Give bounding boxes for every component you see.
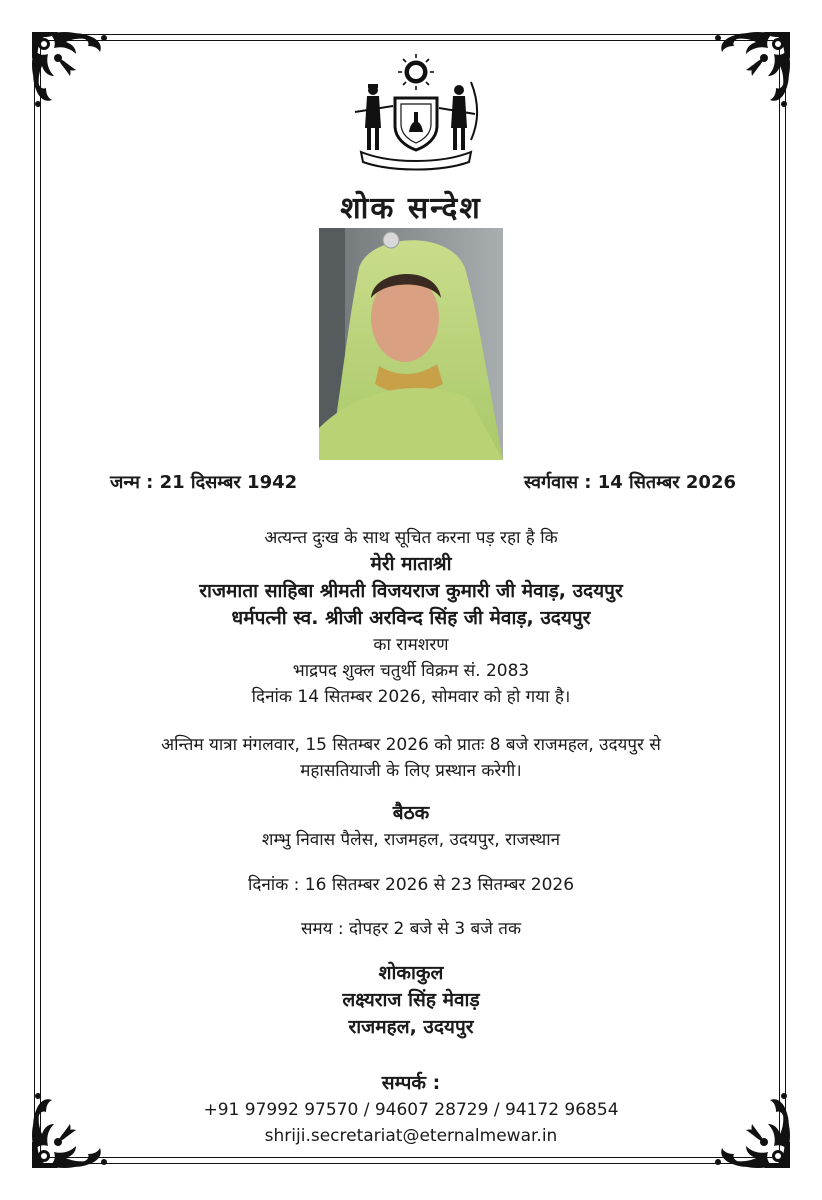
contact-phones: +91 97992 97570 / 94607 28729 / 94172 96854 xyxy=(203,1100,619,1120)
mourner-name: लक्ष्यराज सिंह मेवाड़ xyxy=(342,989,480,1011)
contact-heading: सम्पर्क : xyxy=(381,1072,441,1094)
baithak-block xyxy=(60,800,762,853)
relation-line: मेरी माताश्री xyxy=(370,553,452,575)
royal-emblem-icon xyxy=(351,52,481,174)
date-line: दिनांक 14 सितम्बर 2026, सोमवार को हो गया है। xyxy=(251,687,571,707)
announcement-block xyxy=(60,525,762,710)
corner-ornament-icon xyxy=(708,28,794,114)
funeral-block xyxy=(60,732,762,784)
deceased-name: राजमाता साहिबा श्रीमती विजयराज कुमारी जी मेवाड़, उदयपुर xyxy=(199,580,623,602)
intro-line: अत्यन्त दुःख के साथ सूचित करना पड़ रहा है कि xyxy=(264,528,558,548)
death-date: स्वर्गवास : 14 सितम्बर 2026 xyxy=(524,472,736,493)
phrase-line: का रामशरण xyxy=(373,635,449,655)
corner-ornament-icon xyxy=(28,28,114,114)
baithak-dates: दिनांक : 16 सितम्बर 2026 से 23 सितम्बर 2026 xyxy=(247,875,575,895)
baithak-time: समय : दोपहर 2 बजे से 3 बजे तक xyxy=(300,919,522,939)
spouse-line: धर्मपत्नी स्व. श्रीजी अरविन्द सिंह जी मेवाड़, उदयपुर xyxy=(231,607,591,629)
birth-date: जन्म : 21 दिसम्बर 1942 xyxy=(110,472,298,493)
contact-block xyxy=(60,1070,762,1149)
mourner-block xyxy=(60,960,762,1041)
mourner-heading: शोकाकुल xyxy=(378,962,444,984)
baithak-heading: बैठक xyxy=(392,802,430,824)
portrait-photo xyxy=(319,228,503,460)
baithak-venue: शम्भु निवास पैलेस, राजमहल, उदयपुर, राजस्थान xyxy=(261,830,561,850)
contact-email[interactable]: shriji.secretariat@eternalmewar.in xyxy=(264,1126,558,1146)
funeral-line-1: अन्तिम यात्रा मंगलवार, 15 सितम्बर 2026 को प्रातः 8 बजे राजमहल, उदयपुर से xyxy=(161,735,661,755)
sun-icon xyxy=(398,54,434,90)
hindu-date-line: भाद्रपद शुक्ल चतुर्थी विक्रम सं. 2083 xyxy=(292,661,530,681)
funeral-line-2: महासतियाजी के लिए प्रस्थान करेगी। xyxy=(300,761,522,781)
page-title: शोक सन्देश xyxy=(340,191,482,226)
mourner-place: राजमहल, उदयपुर xyxy=(348,1016,474,1038)
